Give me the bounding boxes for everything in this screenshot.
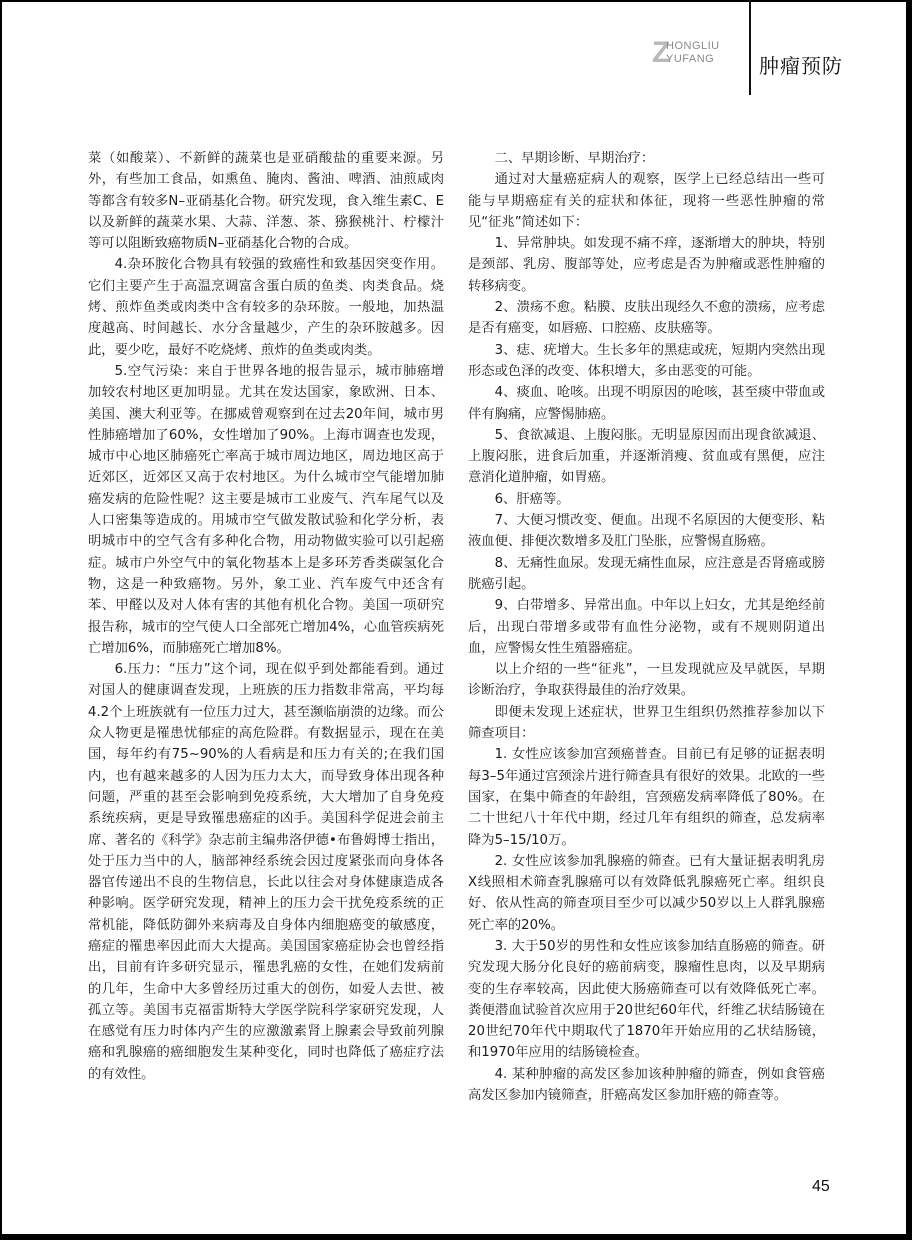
paragraph-who-recommendation: 即便未发现上述症状，世界卫生组织仍然推荐参加以下筛查项目： [468, 704, 825, 742]
section-logo [652, 38, 736, 82]
section-heading-early-diagnosis: 二、早期诊断、早期治疗： [494, 151, 655, 166]
sign-item-6: 6、肝癌等。 [494, 491, 570, 507]
paragraph-heterocyclic-amines: 4.杂环胺化合物具有较强的致癌性和致基因突变作用。它们主要产生于高温烹调富含蛋白质的鱼类、肉类食品。烧烤、煎炸鱼类或肉类中含有较多的杂环胺。一般地，加热温度越高、时间越长、水分含量越少，产生的杂环胺越多。因此，要少吃，最好不吃烧烤、煎炸的鱼类或肉类。 [88, 257, 444, 358]
sign-item-2: 2、溃疡不愈。粘膜、皮肤出现经久不愈的溃疡，应考虑是否有癌变，如唇癌、口腔癌、皮肤癌等。 [468, 300, 825, 337]
right-column [468, 148, 825, 1106]
screening-item-1: 1. 女性应该参加宫颈癌普查。目前已有足够的证据表明每3–5年通过宫颈涂片进行筛查具有很好的效果。北欧的一些国家，在集中筛查的年龄组，宫颈癌发病率降低了80%。在二十世纪八十年代中期，经过几年有组织的筛查，总发病率降为5–15/10万。 [468, 747, 825, 848]
page-frame-bottom [0, 1234, 912, 1240]
logo-line-2: YUFANG [666, 53, 715, 65]
paragraph-continuation: 菜（如酸菜）、不新鲜的蔬菜也是亚硝酸盐的重要来源。另外，有些加工食品，如熏鱼、腌肉、酱油、啤酒、油煎咸肉等都含有较多N–亚硝基化合物。研究发现，食入维生素C、E以及新鲜的蔬菜水果、大蒜、洋葱、茶、猕猴桃汁、柠檬汁等可以阻断致癌物质N–亚硝基化合物的合成。 [88, 151, 444, 252]
page-frame-right [906, 0, 912, 1240]
screening-item-3: 3. 大于50岁的男性和女性应该参加结直肠癌的筛查。研究发现大肠分化良好的癌前病变，腺瘤性息肉，以及早期病变的生存率较高，因此使大肠癌筛查可以有效降低死亡率。粪便潜血试验首次应用于20世纪60年代，纤维乙状结肠镜在20世纪70年代中期取代了1870年开始应用的乙状结肠镜，和1970年应用的结肠镜检查。 [468, 938, 825, 1061]
page-header [652, 0, 912, 95]
paragraph-stress: 6.压力：“压力”这个词，现在似乎到处都能看到。通过对国人的健康调查发现，上班族的压力指数非常高，平均每4.2个上班族就有一位压力过大，甚至濒临崩溃的边缘。而公众人物更是罹患忧郁症的高危险群。有数据显示，现在在美国，每年约有75~90%的人看病是和压力有关的;在我们国内，也有越来越多的人因为压力太大，而导致身体出现各种问题，严重的甚至会影响到免疫系统，大大增加了自身免疫系统疾病，更是导致罹患癌症的凶手。美国科学促进会前主席、著名的《科学》杂志前主编弗洛伊德•布鲁姆博士指出，处于压力当中的人，脑部神经系统会因过度紧张而向身体各器官传递出不良的生物信息，长此以往会对身体健康造成各种影响。医学研究发现，精神上的压力会干扰免疫系统的正常机能，降低防御外来病毒及自身体内细胞癌变的敏感度，癌症的罹患率因此而大大提高。美国国家癌症协会也曾经指出，目前有许多研究显示，罹患乳癌的女性，在她们发病前的几年，生命中大多曾经历过重大的创伤，如爱人去世、被孤立等。美国韦克福雷斯特大学医学院科学家研究发现，人在感觉有压力时体内产生的应激激素肾上腺素会导致前列腺癌和乳腺癌的癌细胞发生某种变化，同时也降低了癌症疗法的有效性。 [88, 662, 444, 1082]
sign-item-4: 4、痰血、呛咳。出现不明原因的呛咳，甚至痰中带血或伴有胸痛，应警惕肺癌。 [468, 385, 825, 422]
sign-item-9: 9、白带增多、异常出血。中年以上妇女，尤其是绝经前后，出现白带增多或带有血性分泌物，或有不规则阴道出血，应警惕女性生殖器癌症。 [468, 598, 825, 656]
left-column [88, 148, 444, 1085]
screening-item-2: 2. 女性应该参加乳腺癌的筛查。已有大量证据表明乳房X线照相术筛查乳腺癌可以有效降低乳腺癌死亡率。组织良好、依从性高的筛查项目至少可以减少50岁以上人群乳腺癌死亡率的20%。 [468, 853, 825, 933]
sign-item-7: 7、大便习惯改变、便血。出现不名原因的大便变形、粘液血便、排便次数增多及肛门坠胀，应警惕直肠癌。 [468, 513, 825, 550]
section-title: 肿瘤预防 [759, 54, 843, 78]
paragraph-summary: 以上介绍的一些“征兆”，一旦发现就应及早就医，早期诊断治疗，争取获得最佳的治疗效果。 [468, 662, 825, 699]
sign-item-8: 8、无痛性血尿。发现无痛性血尿，应注意是否肾癌或膀胱癌引起。 [468, 555, 825, 592]
logo-letter: Z [652, 36, 671, 69]
screening-item-4: 4. 某种肿瘤的高发区参加该种肿瘤的筛查，例如食管癌高发区参加内镜筛查，肝癌高发区参加肝癌的筛查等。 [468, 1066, 825, 1104]
page-frame-left [0, 0, 2, 1240]
page-number: 45 [812, 1178, 830, 1195]
logo-line-1: HONGLIU [666, 40, 720, 52]
paragraph-intro: 通过对大量癌症病人的观察，医学上已经总结出一些可能与早期癌症有关的症状和体征，现将一些恶性肿瘤的常见“征兆”简述如下： [468, 172, 825, 230]
sign-item-5: 5、食欲减退、上腹闷胀。无明显原因而出现食欲减退、上腹闷胀，进食后加重，并逐渐消瘦、贫血或有黑便，应注意消化道肿瘤，如胃癌。 [468, 427, 825, 486]
sign-item-3: 3、痣、疣增大。生长多年的黑痣或疣，短期内突然出现形态或色泽的改变、体积增大，多由恶变的可能。 [468, 342, 825, 379]
paragraph-air-pollution: 5.空气污染：来自于世界各地的报告显示，城市肺癌增加较农村地区更加明显。尤其在发达国家，象欧洲、日本、美国、澳大利亚等。在挪威曾观察到在过去20年间，城市男性肺癌增加了60%，女性增加了90%。上海市调查也发现，城市中心地区肺癌死亡率高于城市周边地区，周边地区高于近郊区，近郊区又高于农村地区。为什么城市空气能增加肺癌发病的危险性呢？这主要是城市工业废气、汽车尾气以及人口密集等造成的。用城市空气做发散试验和化学分析，表明城市中的空气含有多种化合物，用动物做实验可以引起癌症。城市户外空气中的氧化物基本上是多环芳香类碳氢化合物，这是一种致癌物。另外，象工业、汽车废气中还含有苯、甲醛以及对人体有害的其他有机化合物。美国一项研究报告称，城市的空气使人口全部死亡增加4%，心血管疾病死亡增加6%，而肺癌死亡增加8%。 [88, 363, 444, 656]
sign-item-1: 1、异常肿块。如发现不痛不痒，逐渐增大的肿块，特别是颈部、乳房、腹部等处，应考虑是否为肿瘤或恶性肿瘤的转移病变。 [468, 236, 825, 294]
header-divider [749, 0, 751, 95]
